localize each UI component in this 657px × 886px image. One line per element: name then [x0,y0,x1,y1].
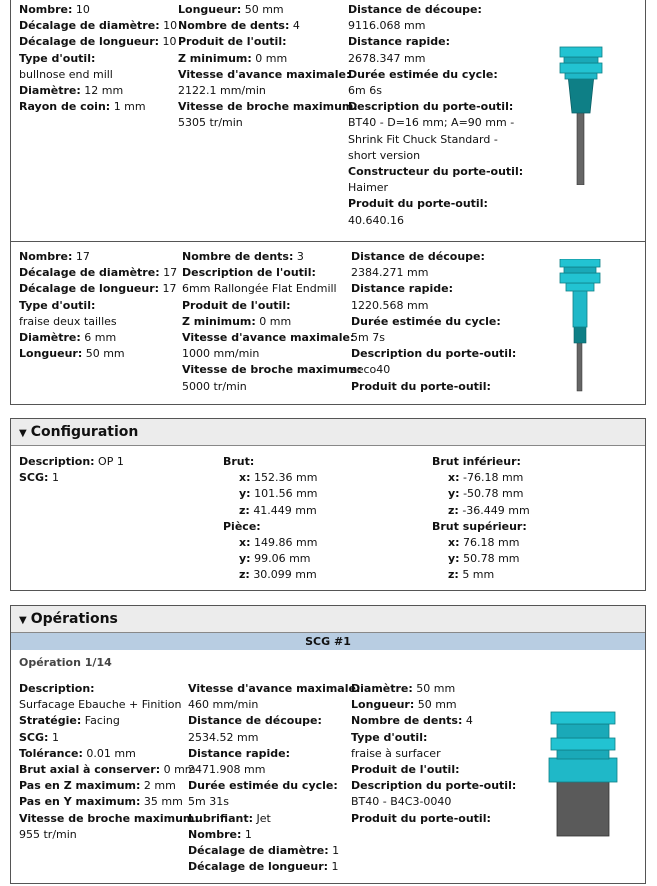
field-label: Nombre: [188,827,242,841]
scg-group-header: SCG #1 [11,633,645,650]
field-row [351,298,516,314]
field-value: 5m 7s [351,331,385,345]
field-label: y: [448,487,460,501]
field-value: 1 [244,827,252,841]
field-row [19,746,199,762]
field-label: z: [239,503,250,517]
field-value: 10 [163,19,178,33]
field-value: 10 [162,35,177,49]
field-row [19,330,177,346]
field-label: y: [239,552,251,566]
configuration-bounds [432,454,530,584]
field-label: Nombre de dents: [351,714,463,728]
field-label: Produit du porte-outil: [351,379,491,393]
field-row [178,115,358,131]
field-label: Décalage de diamètre: [19,266,160,280]
field-label: Décalage de longueur: [188,860,329,874]
field-value: 5305 tr/min [178,116,243,130]
field-label: x: [239,471,251,485]
field-row [178,18,358,34]
field-row [178,2,358,18]
field-row [348,180,523,196]
field-value: 17 [75,250,90,263]
field-row [351,730,516,746]
field-row [19,778,199,794]
field-value: Surfacage Ebauche + Finition [19,698,182,712]
field-label: y: [239,487,251,501]
field-value: fraise deux tailles [19,314,117,328]
field-label: SCG: [19,730,49,744]
field-label: Longueur: [351,698,415,712]
field-value: 5 mm [462,568,495,582]
field-row [188,843,360,859]
field-label: Vitesse de broche maximum: [19,811,199,825]
field-value: Haimer [348,181,389,195]
field-value: 10 [75,3,90,16]
operations-header[interactable] [11,606,645,633]
field-value: 2384.271 mm [351,266,429,280]
field-row [348,34,523,50]
field-row [19,827,199,843]
field-label: Type d'outil: [351,730,428,744]
field-row [178,51,358,67]
field-row [432,535,530,551]
field-value: -76.18 mm [463,471,524,485]
field-row [348,164,523,180]
field-row [351,314,516,330]
operations-title: Opérations [30,611,118,627]
field-row [351,697,516,713]
field-label: Produit de l'outil: [178,35,287,49]
field-row [351,778,516,794]
field-value: 12 mm [84,84,124,98]
field-label: Produit du porte-outil: [351,811,491,825]
field-row [188,794,360,810]
field-row [223,470,318,486]
field-label: Pas en Z maximum: [19,779,141,793]
field-row [351,762,516,778]
field-value: 5000 tr/min [182,379,247,393]
field-label: Décalage de longueur: [19,282,160,296]
field-value: 0.01 mm [86,746,136,760]
field-label: Brut axial à conserver: [19,763,161,777]
field-row [178,67,358,83]
field-row [351,362,516,378]
field-value: 5m 31s [188,795,229,809]
field-value: 50 mm [417,698,457,712]
configuration-header[interactable] [11,419,645,446]
piece-label: Pièce: [223,519,261,533]
field-value: 3 [296,250,304,263]
field-value: 35 mm [143,795,183,809]
field-row [19,314,177,330]
field-label: Description du porte-outil: [351,779,517,793]
end-mill-holder-icon [546,45,616,185]
field-value: 99.06 mm [254,552,311,566]
field-row [348,213,523,229]
field-label: Distance de découpe: [351,250,485,263]
field-row [182,281,362,297]
field-label: Constructeur du porte-outil: [348,165,524,179]
field-value: 6m 6s [348,84,382,98]
field-value: 1 [51,730,59,744]
field-row [19,99,177,115]
field-row [351,265,516,281]
field-row [182,249,362,265]
field-row [223,567,318,583]
field-label: Pas en Y maximum: [19,795,141,809]
field-label: Diamètre: [351,682,413,695]
operation-title: Opération 1/14 [19,656,112,669]
field-label: Description de l'outil: [182,266,316,280]
tool-col-2 [182,249,362,395]
field-value: 50.78 mm [463,552,520,566]
field-label: Description: [19,682,95,695]
field-row [178,83,358,99]
field-row [19,18,177,34]
configuration-general: Description: OP 1 SCG: 1 [19,455,124,485]
field-row [182,379,362,395]
field-label: Durée estimée du cycle: [351,314,501,328]
field-row [19,794,199,810]
field-value: 152.36 mm [254,471,318,485]
field-row [182,298,362,314]
brut-inferieur-label: Brut inférieur: [432,455,521,468]
field-value: bullnose end mill [19,67,113,81]
field-label: Lubrifiant: [188,811,253,825]
field-row [351,379,516,395]
field-row [19,67,177,83]
field-row [351,794,516,810]
field-label: x: [239,536,251,550]
field-value: 4 [292,19,300,33]
field-label: Produit de l'outil: [182,298,291,312]
field-row [188,859,360,875]
field-label: Stratégie: [19,714,82,728]
field-row [351,249,516,265]
field-value: 2122.1 mm/min [178,84,266,98]
field-value: 149.86 mm [254,536,318,550]
tool-col-1 [19,2,177,115]
field-row [432,503,530,519]
configuration-panel [10,418,646,591]
field-row [178,34,358,50]
tool-col-1 [19,249,177,362]
field-row [188,713,360,729]
field-label: Décalage de longueur: [19,35,160,49]
field-row [348,115,523,131]
field-row [19,298,177,314]
field-label: Description du porte-outil: [348,100,514,114]
field-row [223,551,318,567]
field-row [348,132,523,148]
field-value: -36.449 mm [462,503,530,517]
field-value: 2534.52 mm [188,730,259,744]
field-row [19,83,177,99]
field-value: 50 mm [85,347,125,361]
tool-entry-17 [11,242,645,405]
field-label: Longueur: [19,347,83,361]
field-label: Vitesse de broche maximum: [178,100,358,114]
field-value: 101.56 mm [254,487,318,501]
field-row [188,681,360,697]
operation-col-3 [351,681,516,827]
configuration-stock [223,454,318,584]
brut-label: Brut: [223,455,255,468]
field-row [348,51,523,67]
field-value: 2471.908 mm [188,763,266,777]
field-row [348,196,523,212]
field-row [19,346,177,362]
field-label: Z minimum: [178,51,252,65]
field-label: Nombre: [19,3,73,16]
field-value: 50 mm [416,682,456,695]
field-row [182,362,362,378]
face-mill-holder-icon [543,708,623,838]
field-label: Vitesse d'avance maximale: [188,682,361,695]
field-row [223,486,318,502]
tool-col-2 [178,2,358,132]
field-row [182,330,362,346]
field-label: Diamètre: [19,331,81,345]
field-value: 0 mm [259,314,292,328]
field-value: 0 mm [255,51,288,65]
field-label: Nombre de dents: [178,19,290,33]
field-row [351,746,516,762]
collapse-triangle-icon[interactable]: ▼ [19,615,27,626]
field-row [348,83,523,99]
field-value: 4 [465,714,473,728]
field-row [432,486,530,502]
operations-panel [10,605,646,884]
field-label: Produit du porte-outil: [348,197,488,211]
field-row [348,18,523,34]
field-row [19,2,177,18]
field-row [188,762,360,778]
field-value: Jet [256,811,271,825]
field-value: 30.099 mm [253,568,317,582]
field-value: short version [348,148,421,162]
field-label: Nombre: [19,250,73,263]
field-label: Longueur: [178,3,242,16]
field-row [19,281,177,297]
field-row [19,730,199,746]
field-row [348,148,523,164]
field-row [432,470,530,486]
field-row [188,811,360,827]
field-label: Distance rapide: [188,746,290,760]
field-value: 17 [162,282,177,296]
field-label: Diamètre: [19,84,81,98]
field-row [351,713,516,729]
field-row [348,2,523,18]
field-value: Facing [84,714,120,728]
field-row [432,551,530,567]
field-row [351,681,516,697]
field-value: 9116.068 mm [348,19,426,33]
field-row [188,827,360,843]
field-value: 1 [331,860,339,874]
field-label: Distance de découpe: [348,3,482,16]
field-row [19,681,199,697]
field-row [188,746,360,762]
field-row [351,346,516,362]
field-row [432,567,530,583]
field-row [188,697,360,713]
field-value: BT40 - B4C3-0040 [351,795,452,809]
field-row [182,314,362,330]
field-value: 17 [163,266,178,280]
field-row [188,778,360,794]
field-value: 41.449 mm [253,503,317,517]
field-label: Type d'outil: [19,298,96,312]
field-value: 955 tr/min [19,827,77,841]
field-value: 1220.568 mm [351,298,429,312]
field-label: Décalage de diamètre: [19,19,160,33]
field-row [19,249,177,265]
field-row [19,697,199,713]
field-label: z: [448,503,459,517]
field-label: y: [448,552,460,566]
field-row [178,99,358,115]
field-value: -50.78 mm [463,487,524,501]
field-label: Tolérance: [19,746,83,760]
field-label: Distance rapide: [348,35,450,49]
field-label: Durée estimée du cycle: [348,67,498,81]
field-row [223,535,318,551]
field-row [351,330,516,346]
field-row [223,503,318,519]
field-value: 0 mm [163,763,196,777]
field-value: 2678.347 mm [348,51,426,65]
field-row [19,762,199,778]
field-row [19,265,177,281]
field-value: 460 mm/min [188,698,259,712]
field-row [19,811,199,827]
field-row [348,99,523,115]
field-row [348,67,523,83]
field-value: 50 mm [244,3,284,16]
tool-entry-10 [11,0,645,242]
field-value: 1000 mm/min [182,347,260,361]
field-row [19,713,199,729]
brut-superieur-label: Brut supérieur: [432,519,527,533]
field-value: 76.18 mm [463,536,520,550]
field-row [188,730,360,746]
field-label: Distance rapide: [351,282,453,296]
field-value: BT40 - D=16 mm; A=90 mm - [348,116,515,130]
field-label: Durée estimée du cycle: [188,779,338,793]
field-value: 1 mm [113,100,146,114]
flat-endmill-holder-icon [550,259,610,399]
field-label: z: [239,568,250,582]
field-value: 40.640.16 [348,213,404,227]
field-value: 6 mm [84,331,117,345]
field-row [351,281,516,297]
operation-col-1 [19,681,199,843]
field-value: seco40 [351,363,391,377]
tool-col-3 [351,249,516,395]
field-label: Type d'outil: [19,51,96,65]
field-label: Z minimum: [182,314,256,328]
field-label: Nombre de dents: [182,250,294,263]
field-label: Vitesse de broche maximum: [182,363,362,377]
field-label: Description du porte-outil: [351,347,517,361]
operation-col-2 [188,681,360,875]
field-label: x: [448,536,460,550]
field-row [19,51,177,67]
tools-panel [10,0,646,405]
field-label: Produit de l'outil: [351,763,460,777]
field-row [19,34,177,50]
tool-col-3 [348,2,523,229]
field-label: Rayon de coin: [19,100,111,114]
field-label: Décalage de diamètre: [188,844,329,858]
field-label: Vitesse d'avance maximale: [182,331,355,345]
field-value: 2 mm [143,779,176,793]
collapse-triangle-icon[interactable]: ▼ [19,428,27,439]
field-row [351,811,516,827]
field-row [182,346,362,362]
configuration-title: Configuration [30,424,139,440]
field-value: 6mm Rallongée Flat Endmill [182,282,337,296]
field-label: z: [448,568,459,582]
field-value: 1 [332,844,340,858]
field-label: x: [448,471,460,485]
field-row [182,265,362,281]
field-label: Distance de découpe: [188,714,322,728]
field-label: Vitesse d'avance maximale: [178,67,351,81]
field-value: fraise à surfacer [351,746,441,760]
field-value: Shrink Fit Chuck Standard - [348,132,498,146]
